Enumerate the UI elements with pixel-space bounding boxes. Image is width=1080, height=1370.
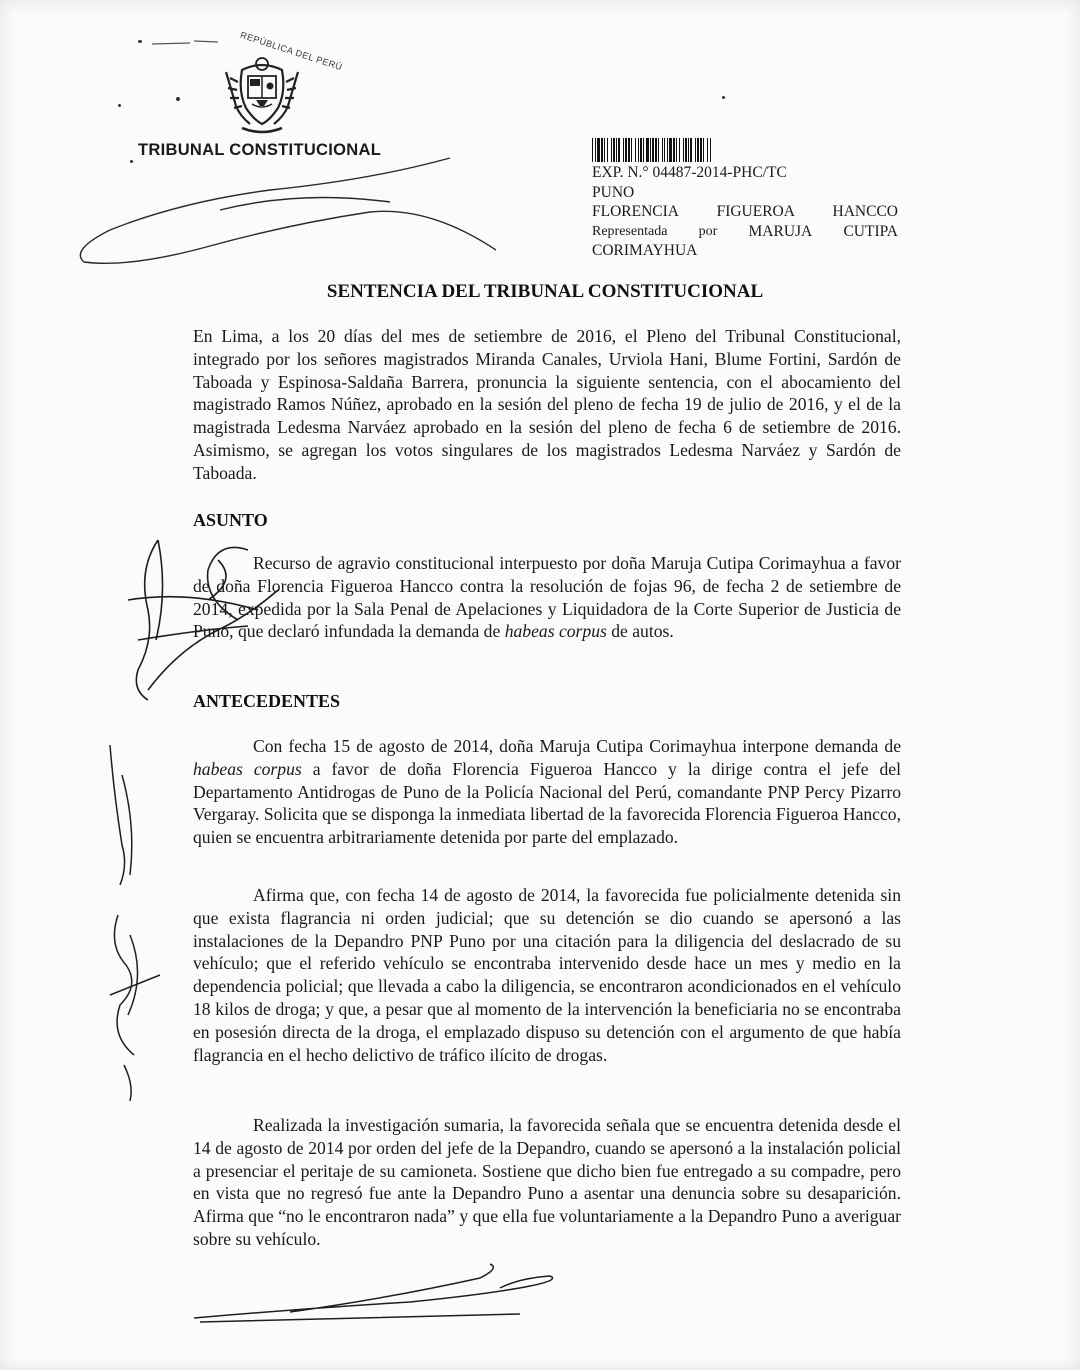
antecedentes-p2-text: Afirma que, con fecha 14 de agosto de 2014, la favorecida fue policialmente detenida sin que exista flagrancia ni orden judicial; que su detención se dio cuando se apersonó a las instalaciones de la Depandro PNP Puno por una citación para la diligencia del deslacrado de su vehículo; que el referido vehículo se encontraba intervenido desde hace un mes y medio en la dependencia policial; que llevada a cabo la diligencia, se encontraron acondicionados en el vehículo 18 kilos de droga; y que, a pesar que al momento de la intervención la beneficiaria no se encontraba en posesión directa de la droga, el emplazado dispuso su detención con el argumento de que había flagrancia en el hecho delictivo de tráfico ilícito de drogas.: [193, 885, 901, 1065]
party-word: FLORENCIA: [592, 203, 679, 220]
party-word: HANCCO: [832, 203, 898, 220]
intro-text: En Lima, a los 20 días del mes de setiembre de 2016, el Pleno del Tribunal Constitucional, integrado por los señores magistrados Miranda Canales, Urviola Hani, Blume Fortini, Sardón de Taboada y Espinosa-Saldaña Barrera, pronuncia la siguiente sentencia, con el abocamiento del magistrado Ramos Núñez, aprobado en la sesión del pleno de fecha 19 de julio de 2016, y el de la magistrada Ledesma Narváez aprobado en la sesión del pleno de fecha 6 de setiembre de 2016. Asimismo, se agregan los votos singulares de los magistrados Ledesma Narváez y Sardón de Taboada.: [193, 326, 901, 483]
scan-speck: [722, 96, 725, 99]
rep-word: MARUJA: [748, 222, 813, 240]
scan-speck: [138, 40, 142, 43]
asunto-text-main: Recurso de agravio constitucional interpuesto por doña Maruja Cutipa Corimayhua a favor de doña Florencia Figueroa Hancco contra la resolución de fojas 96, de fecha 2 de setiembre de 2014, expedida por la Sala Penal de Apelaciones y Liquidadora de la Corte Superior de Justicia de Puno, que declaró infundada la demanda de: [193, 553, 901, 642]
antecedentes-heading: ANTECEDENTES: [193, 691, 341, 711]
p1-italic: habeas corpus: [193, 758, 302, 779]
party-word: FIGUEROA: [716, 203, 795, 220]
barcode: [592, 138, 712, 162]
scan-speck: [176, 97, 180, 101]
asunto-paragraph: [193, 552, 901, 643]
case-number: EXP. N.° 04487-2014-PHC/TC: [592, 164, 787, 181]
scan-mark: [150, 38, 220, 50]
institution-name: TRIBUNAL CONSTITUCIONAL: [138, 141, 382, 159]
scan-speck: [130, 160, 133, 163]
rep-word: por: [698, 223, 718, 239]
margin-initials: [100, 735, 170, 1105]
seal-text: REPÚBLICA DEL PERÚ: [239, 29, 344, 73]
rep-word: CUTIPA: [843, 222, 898, 240]
asunto-text: [193, 552, 901, 643]
rep-word: Representada: [592, 223, 668, 239]
antecedentes-p1-text: [193, 735, 901, 849]
asunto-text-end: de autos.: [606, 621, 674, 642]
p1-text-end: a favor de doña Florencia Figueroa Hancco y la dirige contra el jefe del Departamento Antidrogas de Puno de la Policía Nacional del Perú, comandante PNP Percy Pizarro Vergaray. Solicita que se disponga la inmediata libertad de la favorecida Florencia Figueroa Hancco, quien se encuentra arbitrariamente detenida por parte del emplazado.: [193, 758, 901, 848]
asunto-heading: ASUNTO: [193, 510, 268, 530]
antecedentes-p1: [193, 735, 901, 849]
signature-scribble: [70, 150, 530, 275]
scan-speck: [118, 104, 121, 107]
intro-paragraph: [193, 325, 901, 485]
antecedentes-p3: [193, 1114, 901, 1251]
case-party: [592, 202, 898, 222]
p1-text-main: Con fecha 15 de agosto de 2014, doña Maruja Cutipa Corimayhua interpone demanda de: [253, 736, 901, 756]
rep-last-name: CORIMAYHUA: [592, 242, 698, 259]
asunto-italic: habeas corpus: [504, 621, 607, 642]
case-representative: [592, 222, 898, 242]
antecedentes-p2: [193, 884, 901, 1066]
antecedentes-p3-text: Realizada la investigación sumaria, la favorecida señala que se encuentra detenida desde el 14 de agosto de 2014 por orden del jefe de la Depandro, cuando se apersonó a la instalación policial a presenciar el peritaje de su camioneta. Sostiene que dicho bien fue entregado a su compadre, pero en vista que no regresó fue ante la Depandro Puno a asentar una denuncia sobre su desaparición. Afirma que “no le encontraron nada” y que ella fue voluntariamente a la Depandro Puno a averiguar sobre su vehículo.: [193, 1115, 901, 1249]
bottom-signature: [190, 1258, 570, 1328]
document-title: SENTENCIA DEL TRIBUNAL CONSTITUCIONAL: [326, 281, 764, 302]
case-info: [592, 163, 898, 261]
case-location: PUNO: [592, 183, 635, 201]
